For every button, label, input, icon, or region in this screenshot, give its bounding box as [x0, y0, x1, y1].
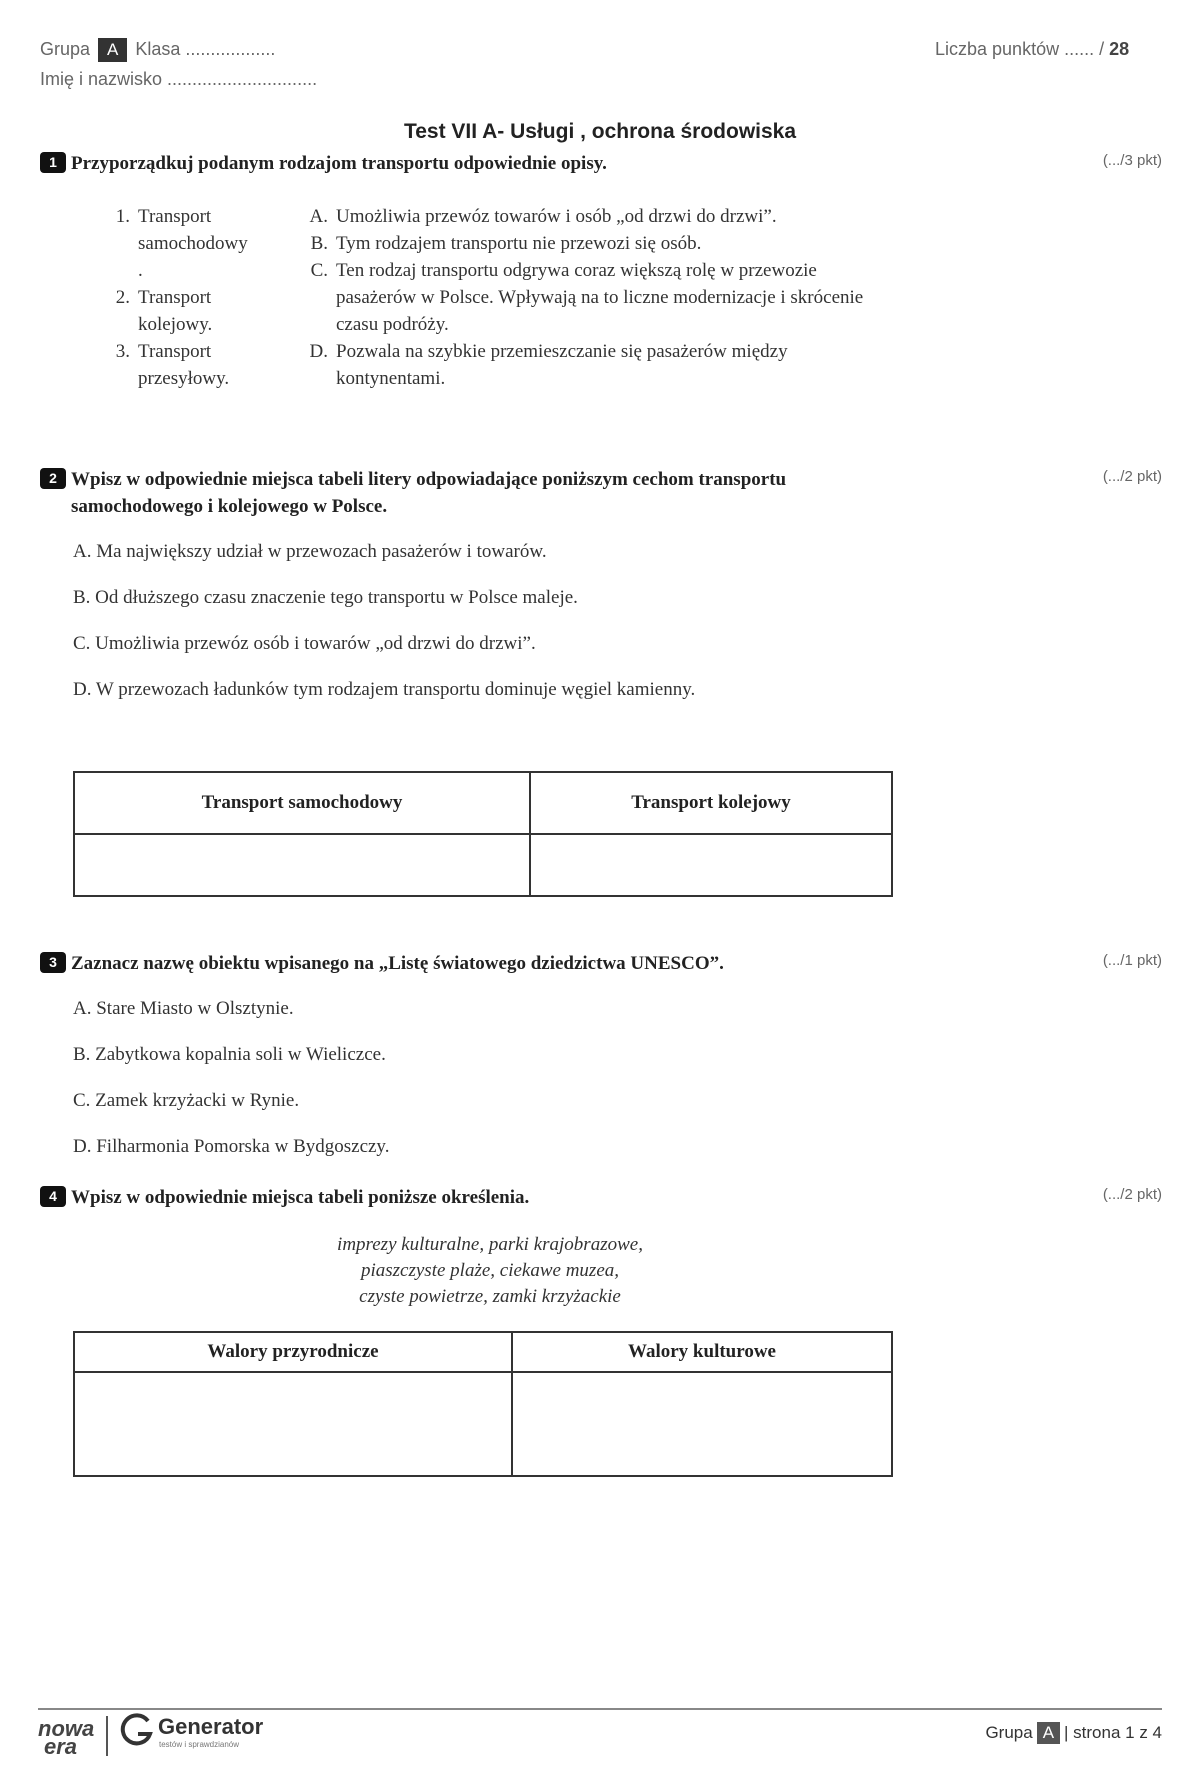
- question-2-text: Wpisz w odpowiednie miejsca tabeli litery odpowiadające poniższym cechom transportu samochodowego i kolejowego w Polsce.: [71, 469, 787, 517]
- table-header-natural: Walory przyrodnicze: [74, 1332, 512, 1372]
- q2-option-b: B. Od dłuższego czasu znaczenie tego transportu w Polsce maleje.: [73, 587, 578, 608]
- list-item: 2. Transport kolejowy.: [115, 287, 213, 335]
- question-number-3: 3: [40, 952, 66, 973]
- q4-word-bank: imprezy kulturalne, parki krajobrazowe, piaszczyste plaże, ciekawe muzea, czyste powietrze, zamki krzyżackie: [337, 1234, 643, 1307]
- question-3-points: (.../1 pkt): [1102, 952, 1162, 969]
- table-header-road: Transport samochodowy: [74, 772, 530, 834]
- list-item: B. Tym rodzajem transportu nie przewozi się osób.: [310, 233, 702, 254]
- question-number-4: 4: [40, 1186, 66, 1207]
- points-label: Liczba punktów ...... /: [935, 39, 1105, 59]
- question-1-points: (.../3 pkt): [1102, 152, 1162, 169]
- points-total: 28: [1109, 39, 1130, 59]
- q3-option-c[interactable]: C. Zamek krzyżacki w Rynie.: [73, 1090, 300, 1111]
- footer-group-badge: A: [1037, 1722, 1060, 1744]
- answer-cell-road[interactable]: [74, 834, 530, 896]
- q1-description-list: [298, 203, 878, 392]
- nowa-era-logo: nowa era: [38, 1716, 95, 1759]
- table-header-cultural: Walory kulturowe: [512, 1332, 892, 1372]
- q3-option-a[interactable]: A. Stare Miasto w Olsztynie.: [73, 998, 294, 1019]
- question-4-heading: [40, 1184, 529, 1211]
- answer-cell-rail[interactable]: [530, 834, 892, 896]
- table-header-rail: Transport kolejowy: [530, 772, 892, 834]
- generator-g-icon: [120, 1712, 154, 1750]
- header-left: [40, 34, 317, 94]
- list-item: D. Pozwala na szybkie przemieszczanie się pasażerów między kontynentami.: [309, 341, 788, 389]
- class-label: Klasa ..................: [135, 39, 276, 59]
- q2-option-d: D. W przewozach ładunków tym rodzajem transportu dominuje węgiel kamienny.: [73, 679, 696, 700]
- q2-option-a: A. Ma największy udział w przewozach pasażerów i towarów.: [73, 541, 547, 562]
- group-badge: A: [98, 38, 127, 62]
- question-3-text: Zaznacz nazwę obiektu wpisanego na „Listę światowego dziedzictwa UNESCO”.: [71, 953, 724, 974]
- logo-separator: [106, 1716, 108, 1756]
- question-3-heading: [40, 950, 724, 977]
- answer-cell-cultural[interactable]: [512, 1372, 892, 1476]
- question-2-points: (.../2 pkt): [1102, 468, 1162, 485]
- points-summary: [935, 34, 1129, 64]
- question-number-1: 1: [40, 152, 66, 173]
- answer-cell-natural[interactable]: [74, 1372, 512, 1476]
- list-item: 3. Transport przesyłowy.: [115, 341, 230, 389]
- question-4-points: (.../2 pkt): [1102, 1186, 1162, 1203]
- student-name-line: Imię i nazwisko ..............................: [40, 69, 318, 89]
- page-number: | strona 1 z 4: [1064, 1723, 1162, 1742]
- q2-option-c: C. Umożliwia przewóz osób i towarów „od drzwi do drzwi”.: [73, 633, 536, 654]
- question-2-heading: [40, 466, 840, 520]
- footer-divider: [38, 1708, 1162, 1710]
- group-label: Grupa: [40, 39, 91, 59]
- q2-answer-table: [73, 771, 893, 897]
- question-number-2: 2: [40, 468, 66, 489]
- list-item: A. Umożliwia przewóz towarów i osób „od drzwi do drzwi”.: [309, 206, 777, 227]
- question-4-text: Wpisz w odpowiednie miejsca tabeli poniższe określenia.: [71, 1187, 530, 1208]
- footer-page-info: Grupa A | strona 1 z 4: [985, 1723, 1162, 1742]
- list-item: 1. Transport samochodowy .: [115, 206, 248, 281]
- question-1-text: Przyporządkuj podanym rodzajom transportu odpowiednie opisy.: [71, 153, 607, 174]
- q3-option-d[interactable]: D. Filharmonia Pomorska w Bydgoszczy.: [73, 1136, 390, 1157]
- question-1-heading: [40, 150, 607, 177]
- generator-logo: Generator testów i sprawdzianów: [120, 1712, 263, 1750]
- test-title: Test VII A- Usługi , ochrona środowiska: [403, 120, 797, 143]
- q3-option-b[interactable]: B. Zabytkowa kopalnia soli w Wieliczce.: [73, 1044, 386, 1065]
- q4-answer-table: [73, 1331, 893, 1477]
- q1-transport-list: [108, 203, 248, 392]
- list-item: C. Ten rodzaj transportu odgrywa coraz większą rolę w przewozie pasażerów w Polsce. Wpływają na to liczne modernizacje i skrócenie czasu podróży.: [310, 260, 864, 335]
